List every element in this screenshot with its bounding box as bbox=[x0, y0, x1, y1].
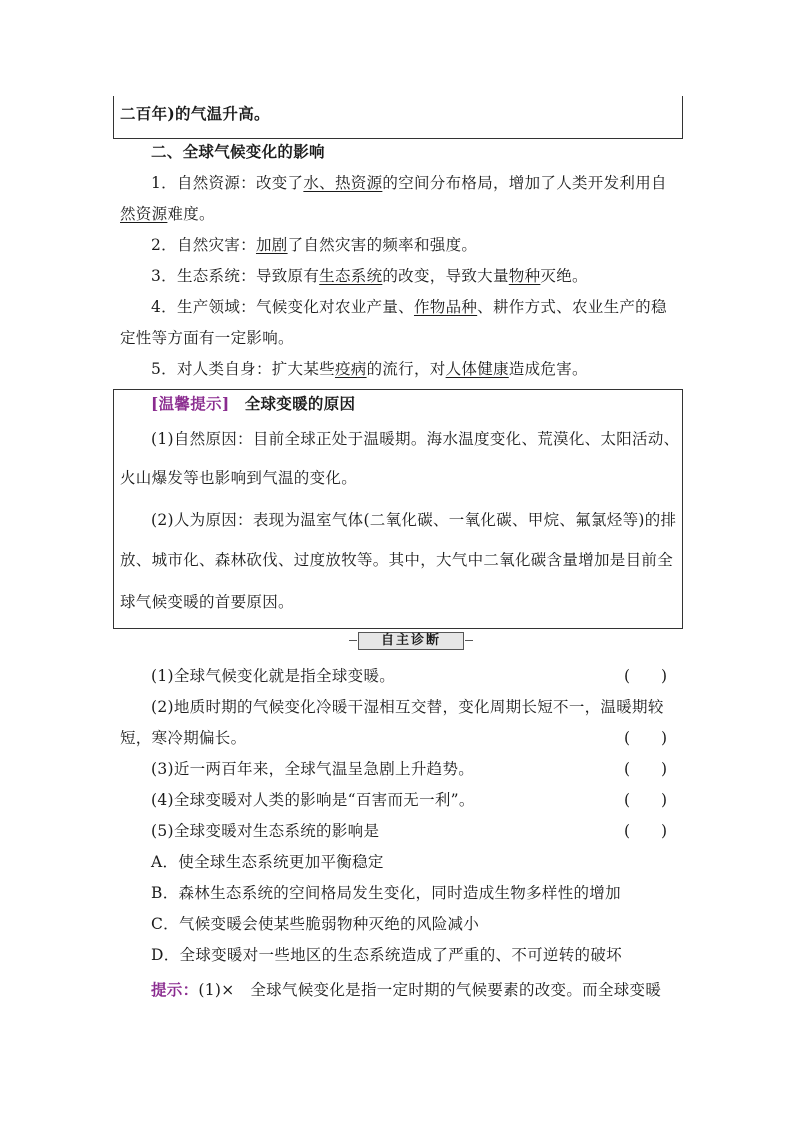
tip-p1-line-2: 火山爆发等也影响到气温的变化。 bbox=[120, 469, 358, 487]
option-c: C．气候变暖会使某些脆弱物种灭绝的风险减小 bbox=[151, 915, 480, 933]
tip-title: 全球变暖的原因 bbox=[244, 394, 356, 413]
item-3: 3．生态系统：导致原有生态系统的改变，导致大量物种灭绝。 bbox=[151, 267, 588, 285]
answer-paren-2[interactable]: ( ) bbox=[624, 729, 668, 747]
answer-paren-5[interactable]: ( ) bbox=[624, 822, 668, 840]
hint-line bbox=[151, 980, 661, 1000]
item-1-underline-water-heat: 水、热资源 bbox=[303, 174, 383, 192]
question-1: (1)全球气候变化就是指全球变暖。 bbox=[151, 667, 396, 685]
tip-box-header bbox=[151, 394, 355, 414]
question-2-line-2: 短，寒冷期偏长。 bbox=[120, 729, 247, 747]
item-1-underline-resource: 然资源 bbox=[120, 205, 168, 223]
hint-text: (1)× 全球气候变化是指一定时期的气候要素的改变。而全球变暖 bbox=[198, 981, 662, 999]
hint-label: 提示： bbox=[151, 980, 199, 999]
tip-tag: [温馨提示] bbox=[151, 394, 230, 413]
item-1-line-1: 1．自然资源：改变了水、热资源的空间分布格局，增加了人类开发利用自 bbox=[151, 174, 667, 192]
item-5: 5．对人类自身：扩大某些疫病的流行，对人体健康造成危害。 bbox=[151, 360, 588, 378]
tip-p1-line-1: (1)自然原因：目前全球正处于温暖期。海水温度变化、荒漠化、太阳活动、 bbox=[151, 430, 680, 448]
item-4-line-2: 定性等方面有一定影响。 bbox=[120, 329, 294, 347]
item-3-underline-ecosystem: 生态系统 bbox=[319, 267, 383, 285]
option-d: D．全球变暖对一些地区的生态系统造成了严重的、不可逆转的破坏 bbox=[151, 946, 622, 964]
question-5: (5)全球变暖对生态系统的影响是 bbox=[151, 822, 380, 840]
question-3: (3)近一两百年来，全球气温呈急剧上升趋势。 bbox=[151, 760, 475, 778]
tip-p2-line-3: 球气候变暖的首要原因。 bbox=[120, 593, 294, 611]
item-5-underline-disease: 疫病 bbox=[334, 360, 367, 378]
question-4: (4)全球变暖对人类的影响是“百害而无一利”。 bbox=[151, 791, 475, 809]
question-2-line-1: (2)地质时期的气候变化冷暖干湿相互交替，变化周期长短不一，温暖期较 bbox=[151, 698, 664, 716]
answer-paren-4[interactable]: ( ) bbox=[624, 791, 668, 809]
item-5-underline-health: 人体健康 bbox=[445, 360, 509, 378]
answer-paren-3[interactable]: ( ) bbox=[624, 760, 668, 778]
item-1-line-2: 然资源难度。 bbox=[120, 205, 215, 223]
answer-paren-1[interactable]: ( ) bbox=[624, 667, 668, 685]
option-a: A．使全球生态系统更加平衡稳定 bbox=[151, 853, 384, 871]
top-box-text: 二百年)的气温升高。 bbox=[120, 104, 270, 123]
item-2: 2．自然灾害：加剧了自然灾害的频率和强度。 bbox=[151, 236, 478, 254]
section-heading: 二、全球气候变化的影响 bbox=[151, 142, 325, 161]
tip-p2-line-1: (2)人为原因：表现为温室气体(二氧化碳、一氧化碳、甲烷、氟氯烃等)的排 bbox=[151, 511, 677, 529]
option-b: B．森林生态系统的空间格局发生变化，同时造成生物多样性的增加 bbox=[151, 884, 621, 902]
item-2-underline: 加剧 bbox=[255, 236, 288, 254]
item-4-line-1: 4．生产领域：气候变化对农业产量、作物品种、耕作方式、农业生产的稳 bbox=[151, 298, 667, 316]
item-4-underline: 作物品种 bbox=[413, 298, 478, 316]
self-diagnosis-badge: 自主诊断 bbox=[358, 632, 464, 650]
item-3-underline-species: 物种 bbox=[508, 267, 541, 285]
tip-p2-line-2: 放、城市化、森林砍伐、过度放牧等。其中，大气中二氧化碳含量增加是目前全 bbox=[120, 551, 674, 569]
